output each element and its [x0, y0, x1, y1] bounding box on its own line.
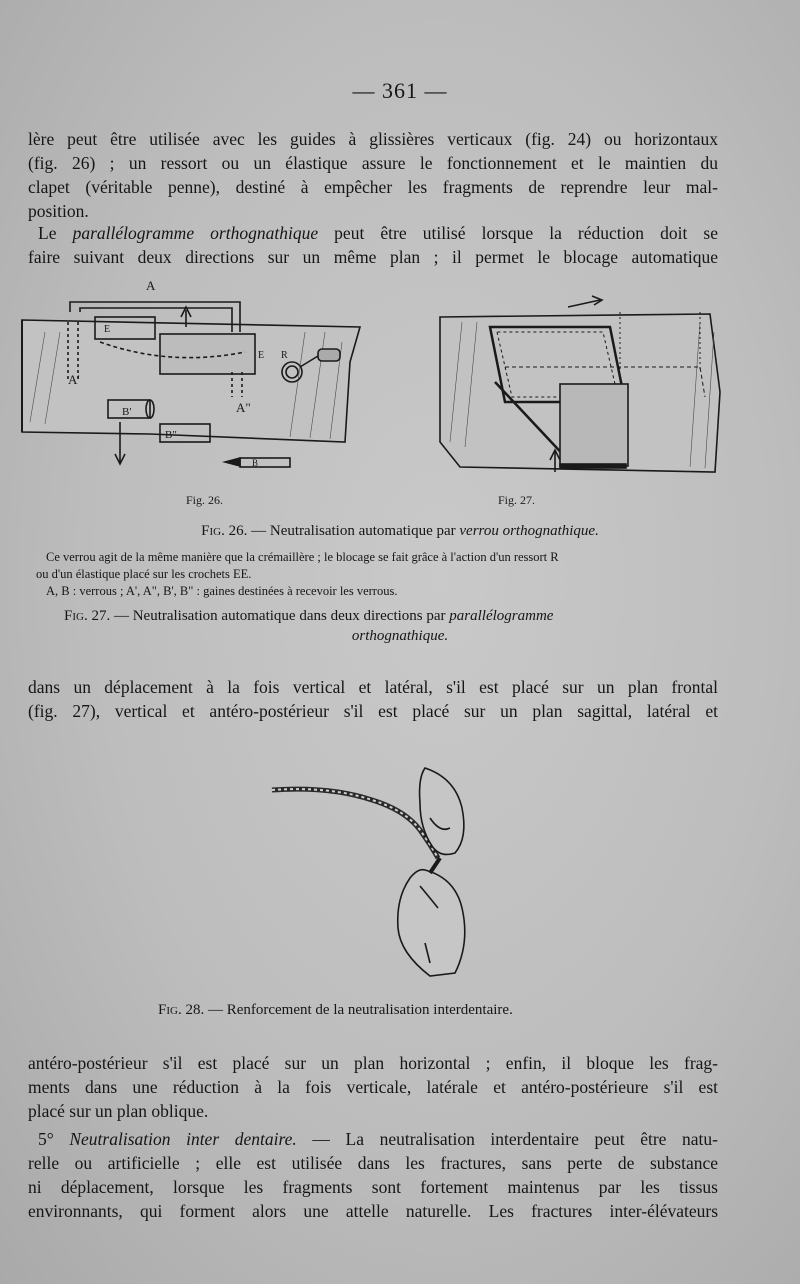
- fig28-drawing: [0, 758, 800, 994]
- text-line: clapet (véritable penne), destiné à empêcher les fragments de reprendre leur mal-: [28, 177, 718, 197]
- text-line: [28, 1128, 718, 1151]
- text-line: antéro-postérieur s'il est placé sur un plan horizontal ; enfin, il bloque les frag-: [28, 1053, 718, 1073]
- caption-text: — Neutralisation automatique dans deux directions par: [110, 608, 450, 624]
- caption-fig27-cont: [0, 628, 800, 645]
- caption-italic: orthognathique.: [351, 628, 449, 644]
- letter-label: A": [236, 400, 251, 415]
- fig27-label: Fig. 27.: [498, 493, 536, 507]
- caption-fig26: [0, 523, 800, 540]
- caption-description: ou d'un élastique placé sur les crochets EE.: [36, 567, 252, 581]
- text-line: (fig. 26) ; un ressort ou un élastique assure le fonctionnement et le maintien du: [28, 153, 718, 173]
- letter-label: A': [68, 372, 80, 387]
- caption-italic: verrou orthognathique.: [459, 523, 599, 539]
- text-segment: Le: [38, 223, 73, 243]
- fig26-label: Fig. 26.: [186, 493, 224, 507]
- text-segment: peut être utilisé lorsque la réduction doit se: [318, 223, 718, 243]
- text-line: dans un déplacement à la fois vertical et latéral, s'il est placé sur un plan frontal: [28, 677, 718, 697]
- caption-text: — Neutralisation automatique par: [247, 523, 460, 539]
- letter-label: E: [258, 350, 265, 361]
- italic-term: parallélogramme orthognathique: [72, 223, 319, 243]
- text-line: lère peut être utilisée avec les guides à glissières verticaux (fig. 24) ou horizontaux: [28, 129, 718, 149]
- italic-term: Neutralisation inter dentaire.: [69, 1129, 297, 1149]
- letter-label: B": [165, 429, 177, 441]
- text-segment: — La neutralisation interdentaire peut être natu-: [296, 1129, 718, 1149]
- letter-label: R: [281, 350, 288, 361]
- letter-label: B': [122, 406, 132, 418]
- caption-fig27: [64, 608, 553, 625]
- text-line: ni déplacement, lorsque les fragments sont fortement maintenus par les tissus: [28, 1177, 718, 1197]
- text-line: environnants, qui forment alors une attelle naturelle. Les fractures inter-élévateurs: [28, 1201, 718, 1221]
- fig27-drawing: [440, 296, 720, 472]
- text-line: position.: [28, 201, 89, 221]
- text-line: placé sur un plan oblique.: [28, 1101, 209, 1121]
- text-line: relle ou artificielle ; elle est utilisée dans les fractures, sans perte de substance: [28, 1153, 718, 1173]
- caption-text: — Renforcement de la neutralisation interdentaire.: [204, 1002, 513, 1018]
- caption-label: Fig. 26.: [201, 523, 248, 539]
- caption-label: Fig. 27.: [64, 608, 111, 624]
- caption-description: Ce verrou agit de la même manière que la crémaillère ; le blocage se fait grâce à l'action d'un ressort R: [46, 550, 559, 564]
- text-line: (fig. 27), vertical et antéro-postérieur s'il est placé sur un plan sagittal, latéral et: [28, 701, 718, 721]
- caption-italic: parallélogramme: [449, 608, 554, 624]
- text-line: ments dans une réduction à la fois verticale, latérale et antéro-postérieure s'il est: [28, 1077, 718, 1097]
- letter-label: A: [146, 278, 156, 293]
- caption-fig28: [158, 1002, 513, 1019]
- letter-label: B: [252, 458, 259, 468]
- caption-description: A, B : verrous ; A', A", B', B" : gaines destinées à recevoir les verrous.: [46, 584, 398, 598]
- page-number: — 361 —: [352, 78, 448, 103]
- caption-label: Fig. 28.: [158, 1002, 205, 1018]
- figures-26-27: [0, 272, 800, 512]
- text-line: faire suivant deux directions sur un même plan ; il permet le blocage automatique: [28, 247, 718, 267]
- text-line: [28, 222, 718, 245]
- text-segment: 5°: [38, 1129, 70, 1149]
- letter-label: E: [104, 324, 111, 335]
